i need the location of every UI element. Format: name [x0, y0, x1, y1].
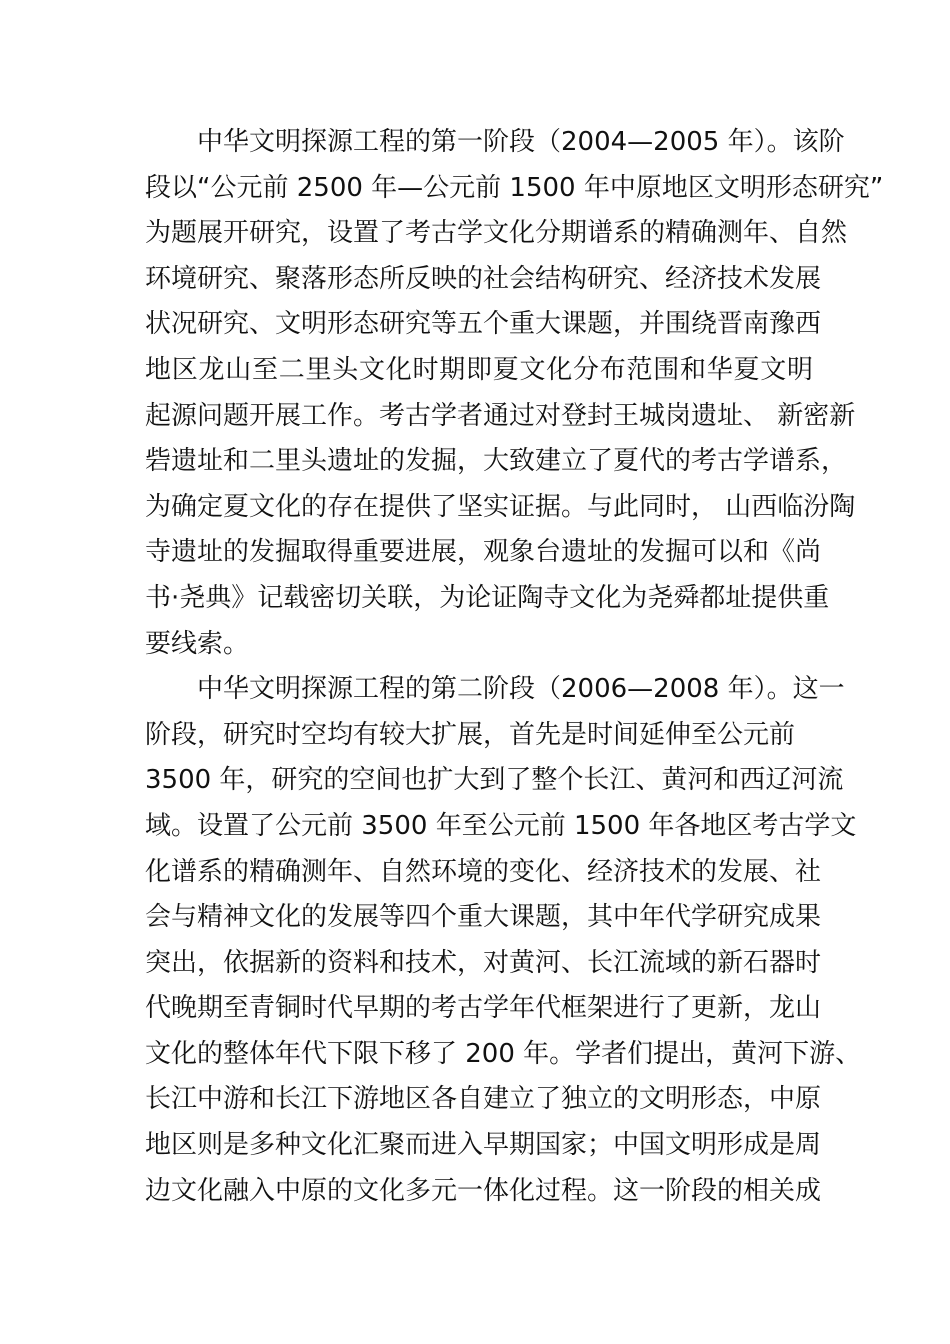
document-body [145, 120, 884, 1214]
paragraph-1-line-8: 砦遗址和二里头遗址的发掘，大致建立了夏代的考古学谱系， [145, 446, 848, 477]
paragraph-1-line-5: 状况研究、文明形态研究等五个重大课题，并围绕晋南豫西 [145, 309, 822, 340]
paragraph-1-line-7: 起源问题开展工作。考古学者通过对登封王城岗遗址、 新密新 [145, 400, 856, 431]
paragraph-1-line-1: 中华文明探源工程的第一阶段（2004—2005 年）。该阶 [197, 127, 845, 157]
paragraph-1-line-9: 为确定夏文化的存在提供了坚实证据。与此同时， 山西临汾陶 [145, 491, 856, 522]
paragraph-1-line-11: 书·尧典》记载密切关联，为论证陶寺文化为尧舜都址提供重 [145, 582, 830, 613]
paragraph-2-line-10: 长江中游和长江下游地区各自建立了独立的文明形态，中原 [145, 1084, 822, 1115]
paragraph-2-line-7: 突出，依据新的资料和技术，对黄河、长江流域的新石器时 [145, 947, 822, 978]
paragraph-1-line-10: 寺遗址的发掘取得重要进展，观象台遗址的发掘可以和《尚 [145, 537, 822, 568]
paragraph-2-line-1: 中华文明探源工程的第二阶段（2006—2008 年）。这一 [197, 674, 845, 705]
paragraph-2-line-3: 3500 年，研究的空间也扩大到了整个长江、黄河和西辽河流 [145, 765, 844, 796]
paragraph-2-line-6: 会与精神文化的发展等四个重大课题，其中年代学研究成果 [145, 902, 822, 933]
paragraph-1-line-4: 环境研究、聚落形态所反映的社会结构研究、经济技术发展 [145, 263, 822, 294]
paragraph-2-line-4: 域。设置了公元前 3500 年至公元前 1500 年各地区考古学文 [145, 810, 857, 841]
paragraph-2-line-5: 化谱系的精确测年、自然环境的变化、经济技术的发展、社 [145, 856, 822, 887]
paragraph-2-line-11: 地区则是多种文化汇聚而进入早期国家；中国文明形成是周 [145, 1130, 822, 1161]
paragraph-1-line-2: 段以“公元前 2500 年—公元前 1500 年中原地区文明形态研究” [145, 172, 884, 203]
paragraph-2-line-8: 代晚期至青铜时代早期的考古学年代框架进行了更新，龙山 [145, 993, 822, 1024]
paragraph-2-line-9: 文化的整体年代下限下移了 200 年。学者们提出，黄河下游、 [145, 1038, 862, 1069]
paragraph-2-line-2: 阶段，研究时空均有较大扩展，首先是时间延伸至公元前 [145, 719, 796, 750]
paragraph-1-line-12: 要线索。 [145, 628, 250, 659]
paragraph-1-line-3: 为题展开研究，设置了考古学文化分期谱系的精确测年、自然 [145, 218, 848, 249]
paragraph-2-line-12: 边文化融入中原的文化多元一体化过程。这一阶段的相关成 [145, 1175, 822, 1206]
paragraph-1-line-6: 地区龙山至二里头文化时期即夏文化分布范围和华夏文明 [145, 354, 813, 385]
